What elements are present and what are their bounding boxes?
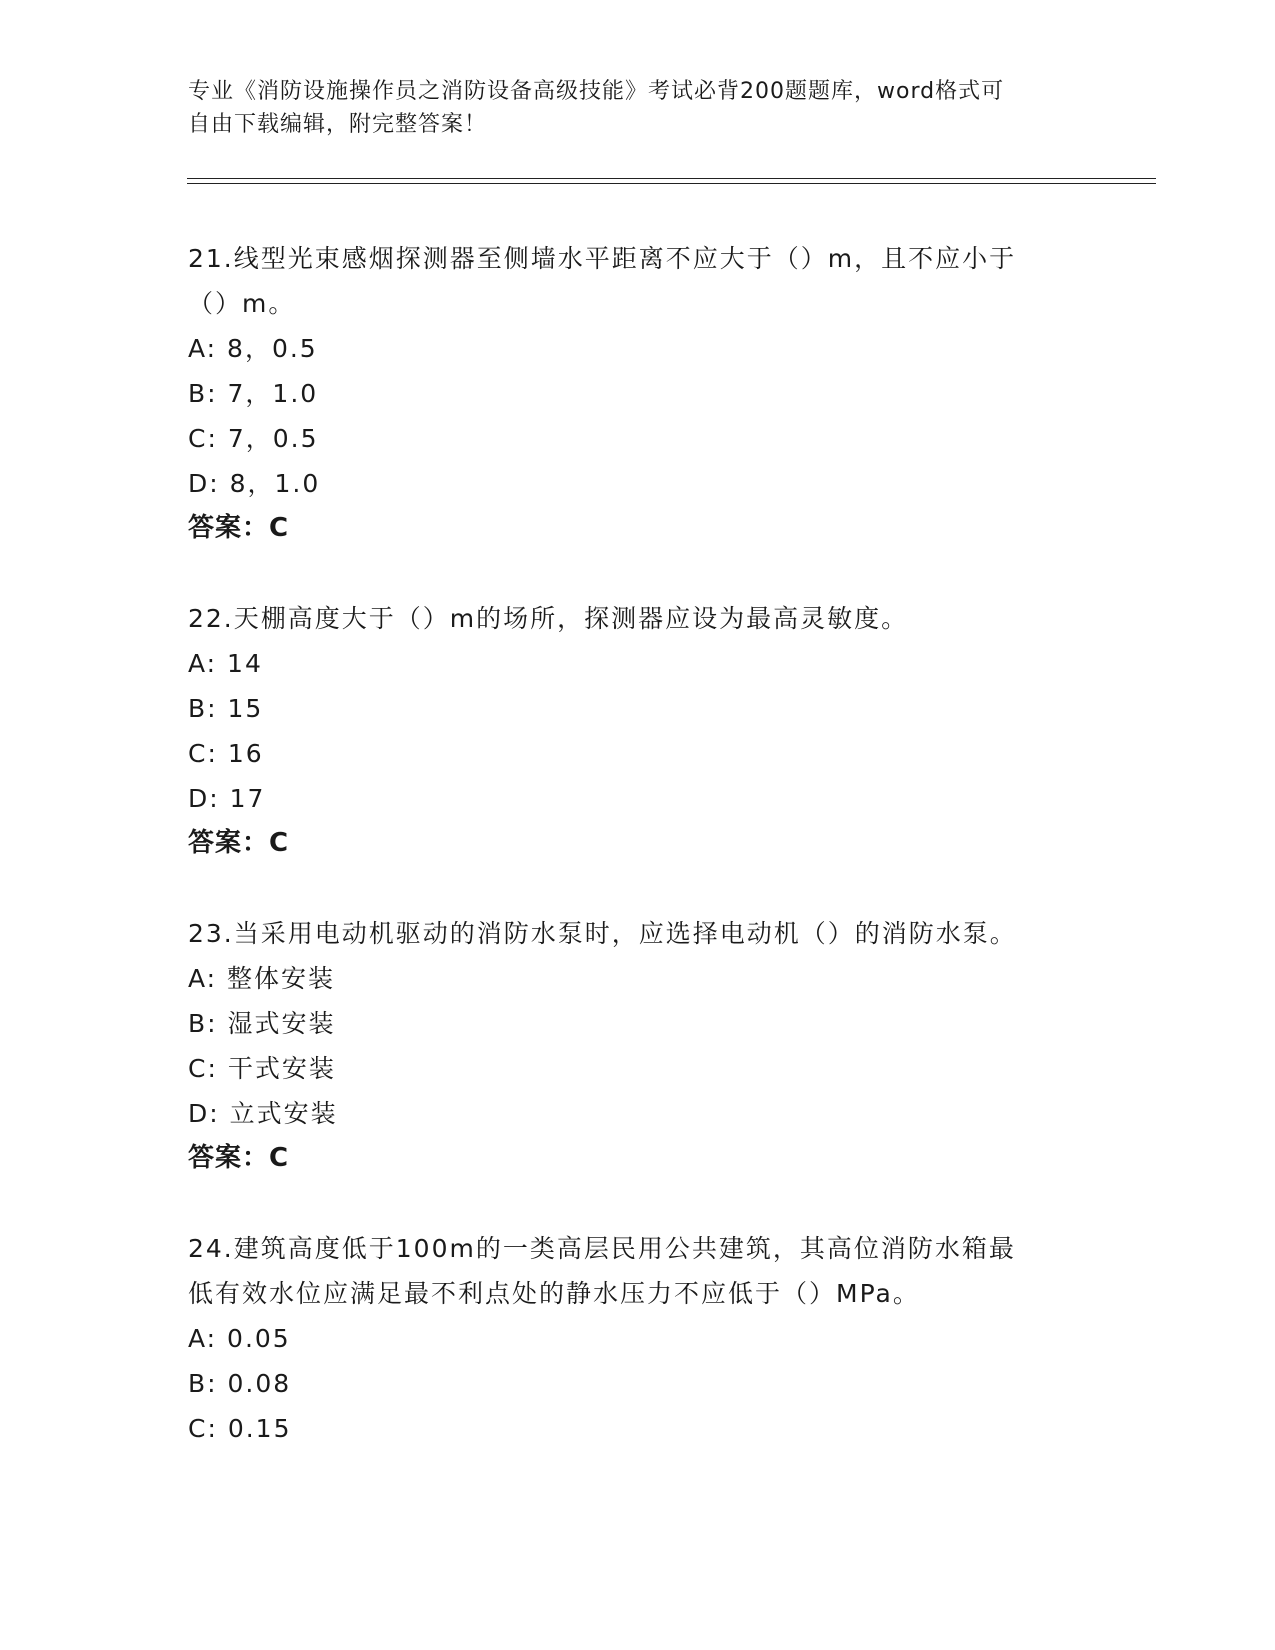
question-21 bbox=[188, 236, 1068, 551]
document-header bbox=[188, 75, 1088, 141]
option-c: C: 干式安装 bbox=[188, 1054, 336, 1083]
question-23 bbox=[188, 911, 1068, 1181]
question-24 bbox=[188, 1226, 1068, 1451]
question-stem: 23.当采用电动机驱动的消防水泵时，应选择电动机（）的消防水泵。 bbox=[188, 919, 1017, 948]
question-stem-continued: 低有效水位应满足最不利点处的静水压力不应低于（）MPa。 bbox=[188, 1279, 920, 1308]
option-c: C: 16 bbox=[188, 739, 264, 768]
option-a: A: 0.05 bbox=[188, 1324, 291, 1353]
header-line-1: 专业《消防设施操作员之消防设备高级技能》考试必背200题题库，word格式可 bbox=[188, 79, 1005, 104]
option-a: A: 8，0.5 bbox=[188, 334, 318, 363]
question-stem: 22.天棚高度大于（）m的场所，探测器应设为最高灵敏度。 bbox=[188, 604, 909, 633]
option-b: B: 15 bbox=[188, 694, 264, 723]
answer: 答案：C bbox=[188, 513, 290, 543]
question-22 bbox=[188, 596, 1068, 866]
answer: 答案：C bbox=[188, 1143, 290, 1173]
header-divider bbox=[187, 178, 1156, 184]
option-a: A: 14 bbox=[188, 649, 263, 678]
question-stem: 24.建筑高度低于100m的一类高层民用公共建筑，其高位消防水箱最 bbox=[188, 1234, 1016, 1263]
option-b: B: 湿式安装 bbox=[188, 1009, 336, 1038]
question-stem: 21.线型光束感烟探测器至侧墙水平距离不应大于（）m，且不应小于 bbox=[188, 244, 1017, 273]
option-d: D: 17 bbox=[188, 784, 266, 813]
answer: 答案：C bbox=[188, 828, 290, 858]
option-d: D: 立式安装 bbox=[188, 1099, 338, 1128]
question-list bbox=[188, 236, 1068, 1496]
option-b: B: 0.08 bbox=[188, 1369, 292, 1398]
option-b: B: 7，1.0 bbox=[188, 379, 319, 408]
header-line-2: 自由下载编辑，附完整答案！ bbox=[188, 112, 488, 137]
question-stem-continued: （）m。 bbox=[188, 289, 296, 318]
option-c: C: 0.15 bbox=[188, 1414, 292, 1443]
option-a: A: 整体安装 bbox=[188, 964, 336, 993]
option-d: D: 8，1.0 bbox=[188, 469, 321, 498]
option-c: C: 7，0.5 bbox=[188, 424, 319, 453]
